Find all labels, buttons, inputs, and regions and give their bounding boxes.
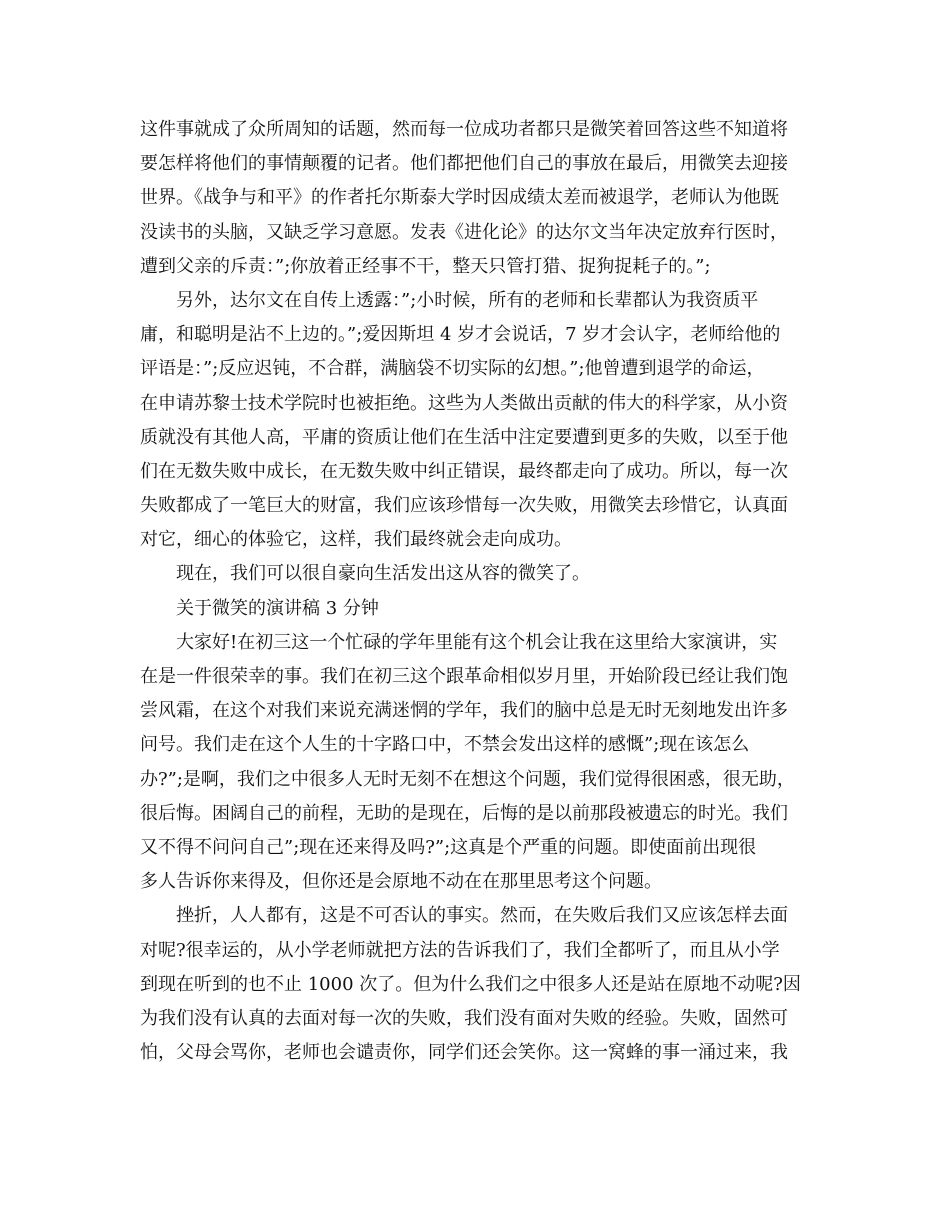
text-line: 为我们没有认真的去面对每一次的失败，我们没有面对失败的经验。失败，固然可 (140, 1007, 788, 1029)
text-line: 在申请苏黎士技术学院时也被拒绝。这些为人类做出贡献的伟大的科学家，从小资 (140, 392, 788, 414)
document-body (140, 113, 830, 1070)
paragraph-first-line: 关于微笑的演讲稿 3 分钟 (176, 597, 379, 619)
text-line: 对它，细心的体验它，这样，我们最终就会走向成功。 (140, 529, 572, 551)
text-line: 失败都成了一笔巨大的财富，我们应该珍惜每一次失败，用微笑去珍惜它，认真面 (140, 495, 788, 517)
text-line: 到现在听到的也不止 1000 次了。但为什么我们之中很多人还是站在原地不动呢?因 (140, 973, 801, 995)
text-line: 世界。《战争与和平》的作者托尔斯泰大学时因成绩太差而被退学，老师认为他既 (140, 187, 779, 209)
text-line: 这件事就成了众所周知的话题，然而每一位成功者都只是微笑着回答这些不知道将 (140, 119, 788, 140)
text-line: 要怎样将他们的事情颠覆的记者。他们都把他们自己的事放在最后，用微笑去迎接 (140, 153, 788, 175)
text-line: 庸，和聪明是沾不上边的。”;爱因斯坦 4 岁才会说话，7 岁才会认字，老师给他的 (140, 324, 781, 346)
text-line: 质就没有其他人高，平庸的资质让他们在生活中注定要遭到更多的失败，以至于他 (140, 426, 788, 448)
paragraph-first-line: 挫折，人人都有，这是不可否认的事实。然而，在失败后我们又应该怎样去面 (176, 905, 788, 927)
paragraph-first-line: 另外，达尔文在自传上透露：”;小时候，所有的老师和长辈都认为我资质平 (176, 289, 759, 311)
text-line: 尝风霜，在这个对我们来说充满迷惘的学年，我们的脑中总是无时无刻地发出许多 (140, 700, 788, 722)
text-line: 没读书的头脑，又缺乏学习意愿。发表《进化论》的达尔文当年决定放弃行医时， (140, 221, 788, 243)
text-line: 评语是：”;反应迟钝，不合群，满脑袋不切实际的幻想。”;他曾遭到退学的命运， (140, 358, 765, 380)
text-line: 在是一件很荣幸的事。我们在初三这个跟革命相似岁月里，开始阶段已经让我们饱 (140, 666, 788, 687)
text-line: 们在无数失败中成长，在无数失败中纠正错误，最终都走向了成功。所以，每一次 (140, 460, 788, 482)
text-line: 怕，父母会骂你，老师也会谴责你，同学们还会笑你。这一窝蜂的事一涌过来，我 (140, 1042, 788, 1064)
paragraph-first-line: 现在，我们可以很自豪向生活发出这从容的微笑了。 (176, 563, 590, 585)
paragraph-first-line: 大家好!在初三这一个忙碌的学年里能有这个机会让我在这里给大家演讲，实 (176, 631, 778, 653)
text-line: 对呢?很幸运的，从小学老师就把方法的告诉我们了，我们全都听了，而且从小学 (140, 939, 780, 961)
text-line: 问号。我们走在这个人生的十字路口中，不禁会发出这样的感慨”;现在该怎么 (140, 734, 750, 756)
text-line: 遭到父亲的斥责：”;你放着正经事不干，整天只管打猎、捉狗捉耗子的。”; (140, 255, 711, 277)
text-line: 多人告诉你来得及，但你还是会原地不动在在那里思考这个问题。 (140, 871, 662, 893)
text-line: 很后悔。困阔自己的前程，无助的是现在，后悔的是以前那段被遗忘的时光。我们 (140, 802, 788, 824)
text-line: 办?”;是啊，我们之中很多人无时无刻不在想这个问题，我们觉得很困惑，很无助， (140, 768, 795, 790)
text-line: 又不得不问问自己”;现在还来得及吗?”;这真是个严重的问题。即使面前出现很 (140, 836, 757, 858)
